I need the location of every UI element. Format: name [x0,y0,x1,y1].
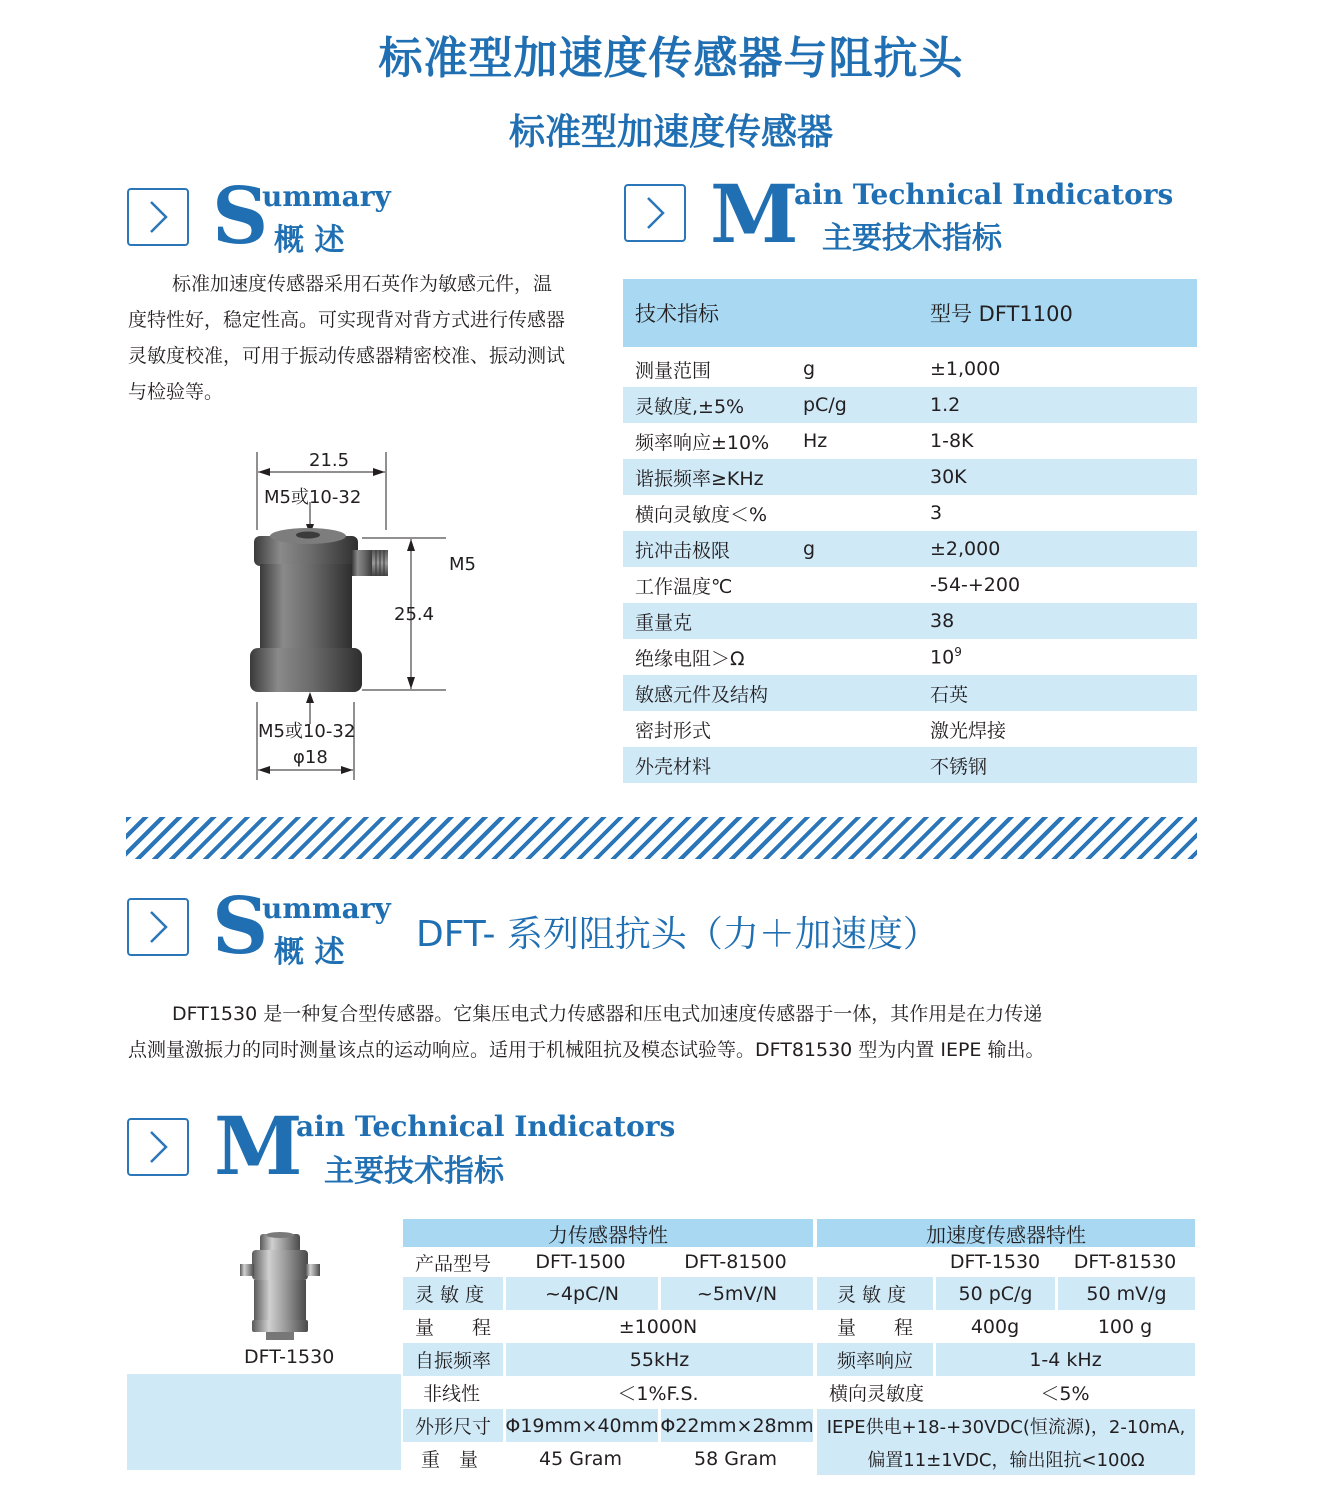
accel-model-2: DFT-81530 [1073,1251,1177,1273]
spec-param: 谐振频率≥KHz [635,467,764,490]
indicators-big-letter: M [710,167,799,261]
impedance-paragraph-line1: DFT1530 是一种复合型传感器。它集压电式力传感器和压电式加速度传感器于一体，其作用是在力传递 [172,1003,1043,1025]
sens-label: 灵 敏 度 [403,1277,503,1310]
spec-value [930,466,1197,488]
spec-value-text: 10 [930,646,955,669]
product-image [230,1230,330,1342]
spec-row [623,423,1197,459]
spec-value-exponent: 9 [954,645,962,660]
summary-big-letter: S [212,171,269,262]
spec-row [623,639,1197,675]
spec-value [930,680,1197,707]
summary-heading-en: ummary [262,892,391,925]
accel-range-label: 量 程 [837,1317,914,1339]
impedance-paragraph-line2: 点测量激振力的同时测量该点的运动响应。适用于机械阻抗及模态试验等。DFT81530 型为内置 IEPE 输出。 [128,1039,1045,1061]
accel-iepe-line2: 偏置11±1VDC，输出阻抗<100Ω [817,1442,1195,1475]
spec-row [623,531,1197,567]
side-connector-label: M5 [449,554,476,575]
accel-header: 加速度传感器特性 [817,1219,1195,1247]
indicators-heading-cn: 主要技术指标 [822,221,1002,256]
chevron-right-icon [624,184,686,242]
freq-label: 自振频率 [403,1343,503,1376]
dim-diameter-label: φ18 [293,747,328,768]
model-label: 产品型号 [415,1252,492,1275]
force-range: ±1000N [618,1315,698,1338]
header-model: 型号 DFT1100 [930,302,1073,326]
spec-param: 工作温度℃ [635,575,733,598]
product-caption: DFT-1530 [244,1346,335,1368]
summary-heading-en: ummary [262,180,391,213]
accel-sens-2: 50 mV/g [1058,1277,1195,1310]
spec-unit: pC/g [803,394,847,416]
force-size-2: Φ22mm×28mm [661,1409,813,1442]
indicators-heading-en: ain Technical Indicators [794,178,1174,211]
force-weight-1: 45 Gram [539,1447,622,1470]
spec-table [623,279,1197,783]
left-blue-panel [127,1374,401,1470]
spec-value [930,430,1197,452]
spec-value-text: 不锈钢 [930,755,988,778]
spec-row [623,495,1197,531]
force-model-1: DFT-1500 [535,1251,626,1273]
spec-value [930,502,1197,524]
spec-value-text: -54-+200 [930,574,1021,596]
spec-value [930,358,1197,380]
header-param: 技术指标 [635,302,719,326]
spec-value [930,538,1197,560]
spec-value-text: ±2,000 [930,538,1001,560]
chevron-right-icon [127,898,189,956]
dim-width-label: 21.5 [309,450,350,471]
indicators-heading-en: ain Technical Indicators [296,1110,676,1143]
weight-label: 重 量 [421,1449,479,1471]
spec-value-text: 1-8K [930,430,974,452]
accel-range-1: 400g [970,1315,1020,1338]
spec-param: 横向灵敏度＜% [635,503,768,526]
accel-nonlin-label: 横向灵敏度 [829,1383,925,1405]
spec-value [930,716,1197,743]
force-sens-2: ~5mV/N [661,1277,813,1310]
thread-top-label: M5或10-32 [264,487,362,508]
spec-param: 敏感元件及结构 [635,683,769,706]
indicators-big-letter: M [214,1099,303,1193]
force-header: 力传感器特性 [403,1219,813,1247]
spec-value-text: 38 [930,610,955,632]
spec-param: 灵敏度,±5% [635,395,745,418]
spec-row [623,603,1197,639]
indicators-heading-cn: 主要技术指标 [324,1154,504,1189]
force-freq: 55kHz [506,1343,813,1376]
chevron-right-icon [127,1118,189,1176]
series-title: DFT- 系列阻抗头（力＋加速度） [416,914,939,955]
accel-range-2: 100 g [1097,1315,1153,1338]
spec-value [930,645,1197,668]
force-nonlin: ＜1%F.S. [617,1383,699,1405]
spec-row [623,747,1197,783]
spec-row [623,459,1197,495]
force-weight-2: 58 Gram [694,1447,777,1470]
impedance-table [403,1219,1195,1475]
spec-param: 绝缘电阻＞Ω [635,647,745,670]
accel-sens-label: 灵 敏 度 [817,1277,933,1310]
spec-param: 密封形式 [635,719,712,742]
spec-value-text: 30K [930,466,967,488]
chevron-right-icon [127,188,189,246]
spec-value [930,752,1197,779]
spec-value-text: 3 [930,502,943,524]
page-title: 标准型加速度传感器与阻抗头 [378,33,964,84]
force-size-1: Φ19mm×40mm [506,1409,658,1442]
spec-value-text: 1.2 [930,394,961,416]
spec-value-text: 石英 [930,683,969,706]
spec-param: 测量范围 [635,359,712,382]
accel-freq-label: 频率响应 [817,1343,933,1376]
spec-param: 重量克 [635,611,693,634]
accel-model-1: DFT-1530 [949,1251,1041,1273]
accel-freq: 1-4 kHz [936,1343,1195,1376]
summary-heading-cn: 概 述 [274,935,345,970]
spec-row [623,675,1197,711]
thread-bottom-label: M5或10-32 [258,721,356,742]
spec-value-text: ±1,000 [930,358,1001,380]
spec-value [930,394,1197,416]
spec-value-text: 激光焊接 [930,719,1007,742]
impedance-paragraph [128,996,1208,1068]
spec-param: 外壳材料 [635,755,712,778]
accel-sens-1: 50 pC/g [936,1277,1055,1310]
size-label: 外形尺寸 [403,1409,503,1442]
summary-paragraph: 标准加速度传感器采用石英作为敏感元件，温度特性好，稳定性高。可实现背对背方式进行传感器灵敏度校准，可用于振动传感器精密校准、振动测试与检验等。 [128,273,566,403]
force-sens-1: ~4pC/N [506,1277,658,1310]
dim-height-label: 25.4 [394,604,435,625]
spec-param: 频率响应±10% [635,431,770,454]
spec-param: 抗冲击极限 [635,539,731,562]
spec-unit: g [803,538,816,560]
range-label: 量 程 [415,1317,492,1339]
spec-row [623,351,1197,387]
nonlin-label: 非线性 [423,1383,481,1405]
accel-iepe-line1: IEPE供电+18-+30VDC(恒流源)，2-10mA, [817,1409,1195,1442]
spec-value [930,610,1197,632]
spec-unit: Hz [803,430,828,452]
spec-table-header [623,279,1197,347]
hatch-divider [126,817,1197,859]
summary-heading-cn: 概 述 [274,223,345,258]
spec-row [623,567,1197,603]
force-model-2: DFT-81500 [684,1251,787,1273]
spec-row [623,711,1197,747]
spec-row [623,387,1197,423]
accel-nonlin: ＜5% [1040,1383,1090,1405]
summary-big-letter: S [212,881,269,972]
spec-unit: g [803,358,816,380]
page-subtitle: 标准型加速度传感器 [508,112,833,153]
spec-value [930,574,1197,596]
